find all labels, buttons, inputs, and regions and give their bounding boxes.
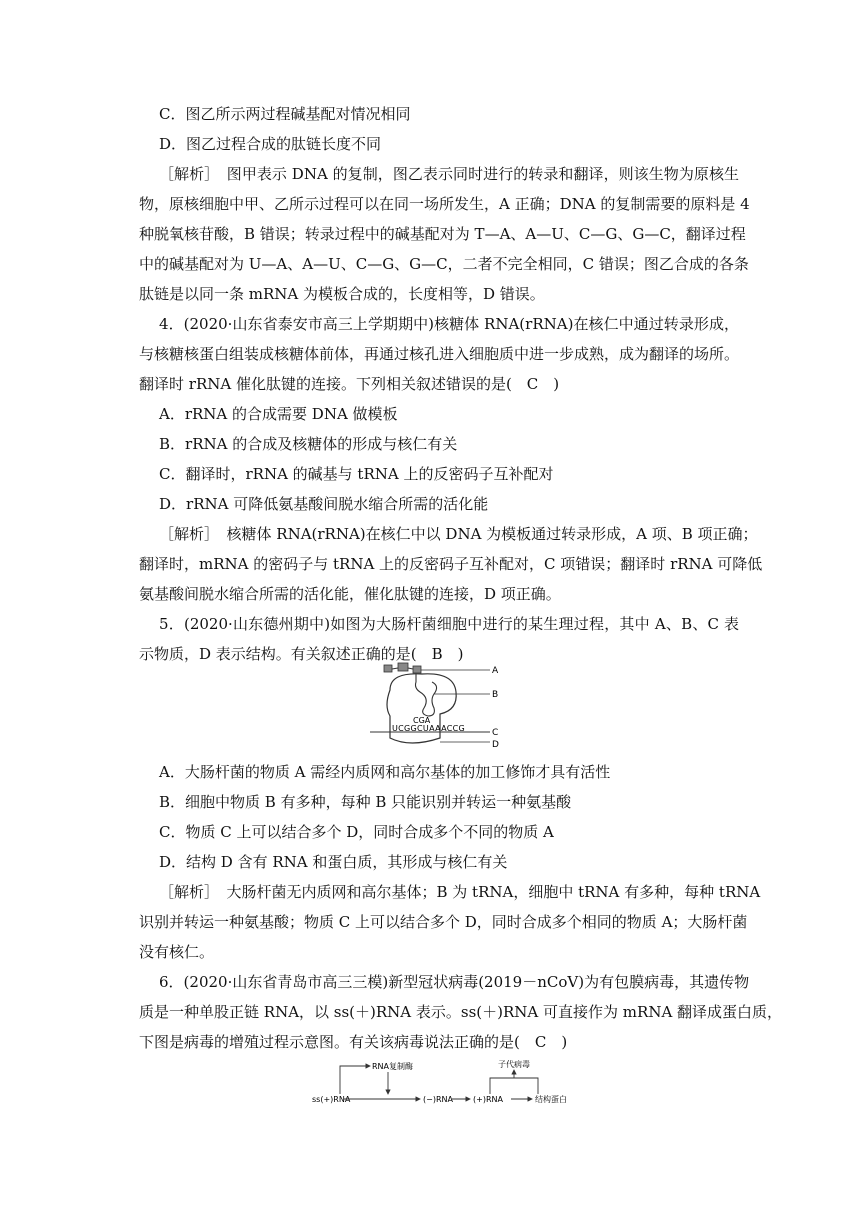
protein-label: 结构蛋白 <box>535 1095 567 1104</box>
figure-label-d: D <box>492 740 499 750</box>
q5-exp-line: ［解析］ 大肠杆菌无内质网和高尔基体；B 为 tRNA，细胞中 tRNA 有多种，每种 tRNA <box>159 883 761 901</box>
q3-exp-line: 种脱氧核苷酸，B 错误；转录过程中的碱基配对为 T—A、A—U、C—G、G—C，翻译过程 <box>139 225 746 243</box>
q4-option-b: B．rRNA 的合成及核糖体的形成与核仁有关 <box>159 435 458 453</box>
q4-exp-line: 氨基酸间脱水缩合所需的活化能，催化肽键的连接，D 项正确。 <box>139 585 561 603</box>
pos-rna-label: (+)RNA <box>473 1095 503 1104</box>
q3-option-d: D．图乙过程合成的肽链长度不同 <box>159 135 382 153</box>
q5-option-b: B．细胞中物质 B 有多种，每种 B 只能识别并转运一种氨基酸 <box>159 793 572 811</box>
amino-acid-bead <box>384 665 392 672</box>
q5-option-d: D．结构 D 含有 RNA 和蛋白质，其形成与核仁有关 <box>159 853 508 871</box>
progeny-bracket <box>490 1078 538 1094</box>
amino-acid-bead <box>398 663 408 671</box>
q6-stem-line: 下图是病毒的增殖过程示意图。有关该病毒说法正确的是( C ) <box>139 1033 568 1051</box>
q3-exp-line: ［解析］ 图甲表示 DNA 的复制，图乙表示同时进行的转录和翻译，则该生物为原核生 <box>159 165 739 183</box>
q4-stem-line: 翻译时 rRNA 催化肽键的连接。下列相关叙述错误的是( C ) <box>139 375 560 393</box>
q5-exp-line: 识别并转运一种氨基酸；物质 C 上可以结合多个 D，同时合成多个相同的物质 A；大肠杆菌 <box>139 913 748 931</box>
q5-option-a: A．大肠杆菌的物质 A 需经内质网和高尔基体的加工修饰才具有活性 <box>159 763 611 781</box>
q5-stem-line: 示物质，D 表示结构。有关叙述正确的是( B ) <box>139 645 464 663</box>
mrna-sequence: UCGGCUAAACCG <box>392 724 465 733</box>
q4-option-a: A．rRNA 的合成需要 DNA 做模板 <box>159 405 398 423</box>
q4-option-d: D．rRNA 可降低氨基酸间脱水缩合所需的活化能 <box>159 495 489 513</box>
figure-label-a: A <box>492 666 499 676</box>
q4-option-c: C．翻译时，rRNA 的碱基与 tRNA 上的反密码子互补配对 <box>159 465 554 483</box>
translation-diagram <box>370 660 520 754</box>
figure-label-b: B <box>492 690 499 700</box>
anticodon-text: CGA <box>413 716 431 725</box>
progeny-label: 子代病毒 <box>498 1060 530 1069</box>
amino-acid-bead <box>413 666 421 673</box>
arrow-to-enzyme <box>340 1066 370 1094</box>
neg-rna-label: (−)RNA <box>423 1095 453 1104</box>
trna-shape <box>416 674 437 716</box>
q5-stem-line: 5．(2020·山东德州期中)如图为大肠杆菌细胞中进行的某生理过程，其中 A、B、C 表 <box>159 615 739 633</box>
q4-stem-line: 与核糖核蛋白组装成核糖体前体，再通过核孔进入细胞质中进一步成熟，成为翻译的场所。 <box>139 345 740 363</box>
q3-exp-line: 肽链是以同一条 mRNA 为模板合成的，长度相等，D 错误。 <box>139 285 545 303</box>
q6-stem-line: 质是一种单股正链 RNA，以 ss(＋)RNA 表示。ss(＋)RNA 可直接作为 mRNA 翻译成蛋白质， <box>139 1003 783 1021</box>
q3-option-c: C．图乙所示两过程碱基配对情况相同 <box>159 105 411 123</box>
q4-exp-line: 翻译时，mRNA 的密码子与 tRNA 上的反密码子互补配对，C 项错误；翻译时 rRNA 可降低 <box>139 555 763 573</box>
q4-stem-line: 4．(2020·山东省泰安市高三上学期期中)核糖体 RNA(rRNA)在核仁中通过转录形成， <box>159 315 739 333</box>
q5-option-c: C．物质 C 上可以结合多个 D，同时合成多个不同的物质 A <box>159 823 554 841</box>
ss-rna-label: ss(+)RNA <box>312 1095 351 1104</box>
q3-exp-line: 中的碱基配对为 U—A、A—U、C—G、G—C，二者不完全相同，C 错误；图乙合成的各条 <box>139 255 749 273</box>
q6-stem-line: 6．(2020·山东省青岛市高三三模)新型冠状病毒(2019－nCoV)为有包膜病毒，其遗传物 <box>159 973 750 991</box>
virus-replication-diagram <box>310 1058 590 1110</box>
q4-exp-line: ［解析］ 核糖体 RNA(rRNA)在核仁中以 DNA 为模板通过转录形成，A 项、B 项正确； <box>159 525 758 543</box>
q5-exp-line: 没有核仁。 <box>139 943 215 961</box>
figure-label-c: C <box>492 728 499 738</box>
enzyme-label: RNA复制酶 <box>372 1062 414 1071</box>
q3-exp-line: 物，原核细胞中甲、乙所示过程可以在同一场所发生，A 正确；DNA 的复制需要的原料是 4 <box>139 195 750 213</box>
